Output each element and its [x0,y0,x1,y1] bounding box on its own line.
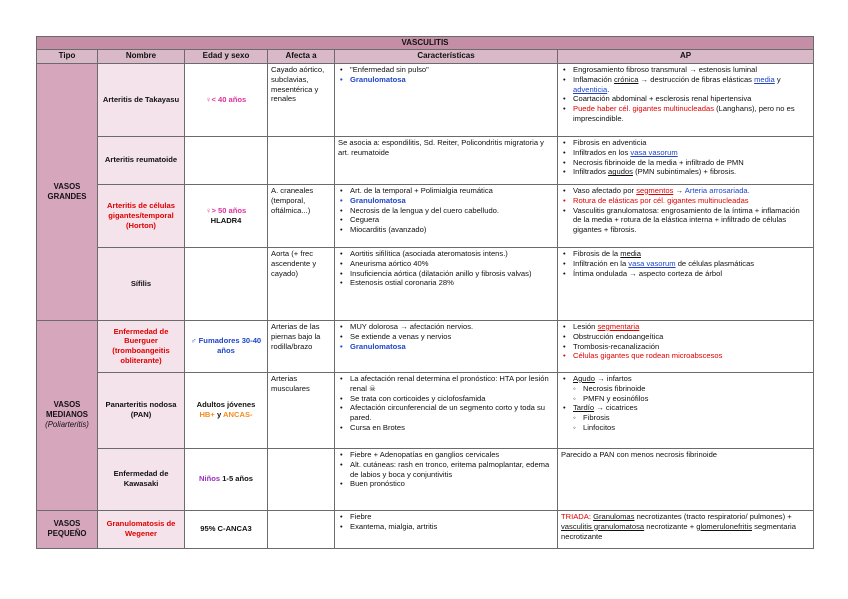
afecta-pan: Arterias musculares [268,372,335,448]
name-wegener: Granulomatosis de Wegener [98,510,185,548]
ap-sifilis: • Fibrosis de la media • Infiltración en la vasa vasorum de células plasmáticas • Íntima ondulada → aspecto corteza de árbol [558,247,814,320]
header-edad: Edad y sexo [185,50,268,63]
male-icon: ♂ [190,336,199,346]
car-reumatoide: Se asocia a: espondilitis, Sd. Reiter, Policondritis migratoria y art. reumatoide [335,136,558,184]
table-row [37,448,814,510]
afecta-sifilis: Aorta (+ frec ascendente y cayado) [268,247,335,320]
ap-kawasaki: Parecido a PAN con menos necrosis fibrinoide [558,448,814,510]
ap-pan: • Agudo → infartos ◦ Necrosis fibrinoide ◦ PMFN y eosinófilos • Tardío → cicatrices ◦ Fibrosis ◦ Linfocitos [558,372,814,448]
header-ap: AP [558,50,814,63]
afecta-buerger: Arterias de las piernas bajo la rodilla/brazo [268,320,335,372]
vasculitis-table [36,36,814,549]
group-vasos-grandes: VASOS GRANDES [37,63,98,320]
table-title: VASCULITIS [37,37,814,50]
ap-takayasu: • Engrosamiento fibroso transmural → estenosis luminal • Inflamación crónica → destrucción de fibras elásticas media y adventicia. • Coartación abdominal + esclerosis renal hipertensiva • Puede haber cél. gigantes multinucleadas (Langhans), pero no es imprescindible. [558,63,814,136]
age-wegener: 95% C-ANCA3 [185,510,268,548]
age-kawasaki: Niños 1-5 años [185,448,268,510]
table-row [37,247,814,320]
age-pan: Adultos jóvenes HB+ y ANCAS- [185,372,268,448]
header-afecta: Afecta a [268,50,335,63]
header-caracteristicas: Características [335,50,558,63]
table-row [37,510,814,548]
name-kawasaki: Enfermedad de Kawasaki [98,448,185,510]
ap-reumatoide: • Fibrosis en adventicia • Infiltrados en los vasa vasorum • Necrosis fibrinoide de la media + infiltrado de PMN • Infiltrados agudos (PMN subintimales) + fibrosis. [558,136,814,184]
header-nombre: Nombre [98,50,185,63]
car-wegener: • Fiebre • Exantema, mialgia, artritis [335,510,558,548]
name-pan: Panarteritis nodosa (PAN) [98,372,185,448]
car-takayasu: • "Enfermedad sin pulso" • Granulomatosa [335,63,558,136]
ap-wegener: TRIADA: Granulomas necrotizantes (tracto respiratorio/ pulmones) + vasculitis granulomatosa necrotizante + glomerulonefritis segmentaria necrotizante [558,510,814,548]
car-pan: • La afectación renal determina el pronóstico: HTA por lesión renal ☠ • Se trata con corticoides y ciclofosfamida • Afectación circunferencial de un segmento corto y toda su pared. • Cursa en Brotes [335,372,558,448]
car-kawasaki: • Fiebre + Adenopatías en ganglios cervicales • Alt. cutáneas: rash en tronco, eritema palmoplantar, edema de labios y boca y conjuntivitis • Buen pronóstico [335,448,558,510]
afecta-takayasu: Cayado aórtico, subclavias, mesentérica y renales [268,63,335,136]
name-sifilis: Sífilis [98,247,185,320]
age-buerger: ♂ Fumadores 30-40 años [185,320,268,372]
header-tipo: Tipo [37,50,98,63]
female-icon: ♀ [205,94,212,104]
name-takayasu: Arteritis de Takayasu [98,63,185,136]
group-vasos-pequeno: VASOS PEQUEÑO [37,510,98,548]
table-row [37,136,814,184]
table-row [37,63,814,136]
afecta-horton: A. craneales (temporal, oftálmica...) [268,184,335,247]
age-takayasu: ♀< 40 años [185,63,268,136]
table-row [37,320,814,372]
female-icon: ♀ [205,205,212,215]
ap-horton: • Vaso afectado por segmentos → Arteria arrosariada. • Rotura de elásticas por cél. gigantes multinucleadas • Vasculitis granulomatosa: engrosamiento de la íntima + inflamación de la media + rotura de la elástica interna + infiltrado de células gigantes + fibrosis. [558,184,814,247]
car-horton: • Art. de la temporal + Polimialgia reumática • Granulomatosa • Necrosis de la lengua y del cuero cabelludo. • Ceguera • Miocarditis (avanzado) [335,184,558,247]
age-horton: ♀> 50 años HLADR4 [185,184,268,247]
car-sifilis: • Aortitis sifilítica (asociada ateromatosis intens.) • Aneurisma aórtico 40% • Insuficiencia aórtica (dilatación anillo y fibrosis valvas) • Estenosis ostial coronaria 28% [335,247,558,320]
table-row [37,184,814,247]
name-reumatoide: Arteritis reumatoide [98,136,185,184]
name-buerger: Enfermedad de Buerguer (tromboangeitis obliterante) [98,320,185,372]
group-vasos-medianos: VASOS MEDIANOS (Poliarteritis) [37,320,98,510]
ap-buerger: • Lesión segmentaria • Obstrucción endoangeítica • Trombosis-recanalización • Células gigantes que rodean microabscesos [558,320,814,372]
car-buerger: • MUY dolorosa → afectación nervios. • Se extiende a venas y nervios • Granulomatosa [335,320,558,372]
name-horton: Arteritis de células gigantes/temporal (Horton) [98,184,185,247]
table-row [37,372,814,448]
